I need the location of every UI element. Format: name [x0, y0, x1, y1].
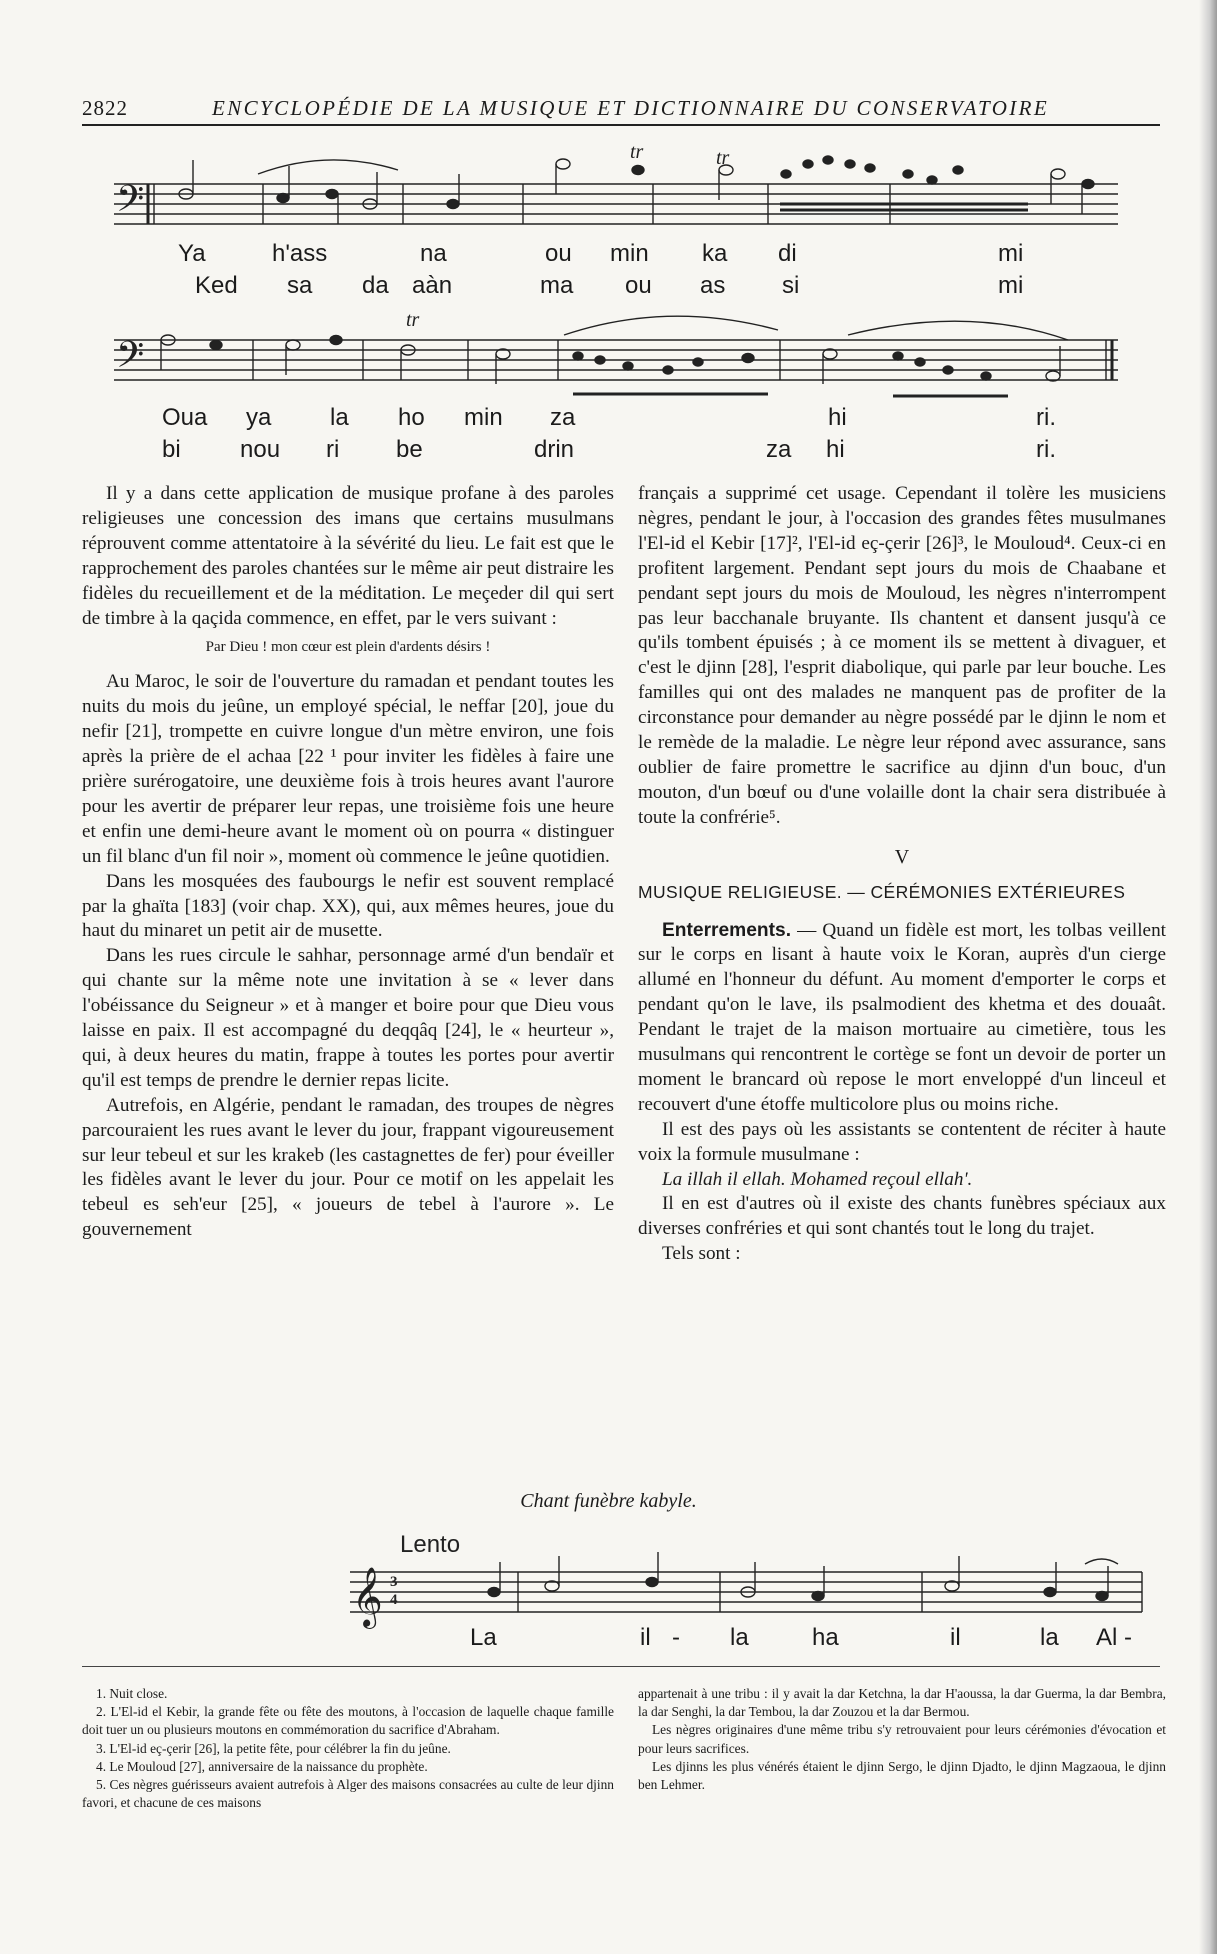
text-column-left	[82, 482, 614, 1243]
trill-mark: tr	[716, 147, 730, 169]
lyric: mi	[998, 272, 1024, 299]
footnotes-right	[638, 1685, 1166, 1794]
lyric: ya	[246, 404, 272, 431]
lyric: h'ass	[272, 240, 328, 267]
lyric: il	[950, 1624, 961, 1651]
footnote: 3. L'El-id eç-çerir [26], la petite fête, pour célébrer la fin du jeûne.	[96, 1740, 451, 1756]
trill-mark: tr	[406, 309, 420, 331]
text-column-right	[638, 482, 1166, 1267]
paragraph: Il en est d'autres où il existe des chants funèbres spéciaux aux diverses confréries et qui sont chantés tout le long du trajet.	[638, 1193, 1166, 1240]
page-edge	[1199, 0, 1217, 1954]
svg-text:3: 3	[390, 1574, 398, 1590]
tempo-marking: Lento	[400, 1531, 461, 1558]
lyric: ou	[625, 272, 652, 299]
lyric: ri	[326, 436, 340, 463]
lyric: ha	[812, 1624, 839, 1651]
lyric: na	[420, 240, 447, 267]
svg-text:4: 4	[390, 1592, 398, 1608]
lyric: ma	[540, 272, 574, 299]
paragraph: Tels sont :	[662, 1243, 741, 1265]
lyric: Al	[1096, 1624, 1118, 1651]
lyric: be	[396, 436, 423, 463]
lyric: aàn	[412, 272, 453, 299]
svg-text:𝄢: 𝄢	[116, 178, 145, 229]
lyric: nou	[240, 436, 281, 463]
lyric: drin	[534, 436, 575, 463]
lyric: Ya	[178, 240, 206, 267]
lyric: ou	[545, 240, 572, 267]
running-title: ENCYCLOPÉDIE DE LA MUSIQUE ET DICTIONNAIRE DU CONSERVATOIRE	[212, 96, 1050, 120]
paragraph: français a supprimé cet usage. Cependant il tolère les musiciens nègres, pendant le jour, à l'occasion des grandes fêtes musulmanes l'El-id el Kebir [17]², l'El-id eç-çerir [26]³, le Mouloud⁴. Ceux-ci en profitent largement. Pendant sept jours du mois de Chaabane et pendant sept jours du mois de Mouloud, les nègres n'interrompent pas leur bacchanale bruyante. Ils chantent et dansent jusqu'à ce qu'ils tombent épuisés ; à ce moment ils se mettent à divaguer, et c'est le djinn [28], l'esprit diabolique, qui parle par leur bouche. Les familles qui ont des malades ne manquent pas de profiter de la circonstance pour demander au nègre possédé par le djinn le nom et le remède de la maladie. Le nègre leur répond avec assurance, sans oublier de faire promettre le sacrifice au djinn d'un bouc, d'un mouton, d'un bœuf ou d'une volaille dont la chair sera distribuée à toute la confrérie⁵.	[638, 483, 1166, 828]
lyric: -	[672, 1624, 680, 1651]
lyric: hi	[826, 436, 845, 463]
paragraph: Il y a dans cette application de musique profane à des paroles religieuses une concession des imans que certains musulmans réprouvent comme attentatoire à la sévérité du lieu. Le fait est que le rapprochement des paroles chantées sur le même air peut distraire les fidèles du recueillement et de la méditation. Le meçeder dil qui sert de timbre à la qaçida commence, en effet, par le vers suivant :	[82, 483, 614, 629]
lyric: ri.	[1036, 436, 1056, 463]
lyric: min	[610, 240, 649, 267]
paragraph: Il est des pays où les assistants se contentent de réciter à haute voix la formule musulmane :	[638, 1118, 1166, 1165]
lyric: la	[330, 404, 349, 431]
paragraph: Au Maroc, le soir de l'ouverture du ramadan et pendant toutes les nuits du mois du jeûne, un employé spécial, le neffar [20], joue du nefir [21], trompette en cuivre longue d'un mètre environ, une fois après la prière de el achaa [22 ¹ pour inviter les fidèles à faire une prière surérogatoire, une deuxième fois à trois heures avant l'aurore pour les avertir de préparer leur repas, une troisième fois une heure et enfin une demi-heure avant le moment où on pourra « distinguer un fil blanc d'un fil noir », moment où commence le jeûne quotidien.	[82, 671, 614, 867]
footnote: Les djinns les plus vénérés étaient le djinn Sergo, le djinn Djadto, le djinn Magzaoua, le djinn ben Lehmer.	[638, 1758, 1166, 1793]
lyric: la	[730, 1624, 749, 1651]
section-number: V	[894, 845, 910, 868]
section-title: MUSIQUE RELIGIEUSE. — CÉRÉMONIES EXTÉRIEURES	[638, 881, 1126, 902]
lyric: da	[362, 272, 389, 299]
footnotes-left	[82, 1685, 614, 1812]
lyric: La	[470, 1624, 497, 1651]
footnote: 1. Nuit close.	[96, 1686, 168, 1701]
paragraph: Dans les mosquées des faubourgs le nefir est souvent remplacé par la ghaïta [183] (voir chap. XX), qui, aux mêmes heures, joue du haut du minaret un petit air de musette.	[82, 870, 614, 942]
paragraph	[638, 919, 1166, 1118]
paragraph-text: — Quand un fidèle est mort, les tolbas veillent sur le corps en lisant à haute voix le Koran, auprès d'un cierge allumé en l'honneur du défunt. Au moment d'emporter le corps et pendant qu'on le lave, ils psalmodient des khetma et des douaât. Pendant le trajet de la maison mortuaire au cimetière, tous les musulmans qui rencontrent le cortège se font un devoir de porter un moment le brancard où repose le mort enveloppé d'un linceul et recouvert d'une étoffe multicolore plus ou moins riche.	[638, 919, 1166, 1115]
lyric: za	[550, 404, 576, 431]
footnote: 4. Le Mouloud [27], anniversaire de la naissance du prophète.	[96, 1758, 428, 1774]
lyric: min	[464, 404, 503, 431]
lyric: di	[778, 240, 797, 267]
lyric: il	[640, 1624, 651, 1651]
lyric: as	[700, 272, 726, 299]
footnote: Les nègres originaires d'une même tribu s'y retrouvaient pour leurs cérémonies d'évocation et pour leurs sacrifices.	[638, 1722, 1166, 1756]
svg-text:𝄢: 𝄢	[116, 334, 145, 385]
lyric: ka	[702, 240, 728, 267]
paragraph: Dans les rues circule le sahhar, personnage armé d'un bendaïr et qui chante sur la même note une invitation à se « lever dans l'obéissance du Seigneur » et à manger et boire pour que Dieu vous laisse en paix. Il est accompagné du deqqâq [24], le « heurteur », qui, à deux heures du matin, frappe à toutes les portes pour avertir qu'il est temps de prendre le dernier repas licite.	[82, 945, 614, 1091]
paragraph: Autrefois, en Algérie, pendant le ramadan, des troupes de nègres parcouraient les rues avant le lever du jour, frappant vigoureusement sur leur tebeul et sur les krakeb (les castagnettes de fer) pour éveiller les fidèles avant le lever du jour. Pour ce motif on les appelait les tebeul es seh'eur [25], « joueurs de tebel à l'aurore ». Le gouvernement	[82, 1094, 614, 1241]
lyric: Oua	[162, 404, 208, 431]
quotation: Par Dieu ! mon cœur est plein d'ardents désirs !	[205, 639, 491, 656]
lyric: ho	[398, 404, 425, 431]
lyric: si	[782, 272, 800, 299]
formula: La illah il ellah. Mohamed reçoul ellah'.	[662, 1168, 973, 1190]
lyric: bi	[162, 436, 181, 463]
page-number: 2822	[82, 96, 128, 120]
footnote: 2. L'El-id el Kebir, la grande fête ou fête des moutons, à l'occasion de laquelle chaque famille doit tuer un ou plusieurs moutons en commémoration du sacrifice d'Abraham.	[82, 1704, 614, 1738]
lyric: hi	[828, 404, 847, 431]
lyric: mi	[998, 240, 1024, 267]
lyric: -	[1124, 1624, 1132, 1651]
footnote: appartenait à une tribu : il y avait la dar Ketchna, la dar H'aoussa, la dar Guerma, la dar Bembra, la dar Senghi, la dar Tembou, la dar Zouzou et la dar Bermou.	[638, 1686, 1166, 1720]
lyric: za	[766, 436, 792, 463]
lyric: Ked	[195, 272, 238, 299]
svg-text:𝄞: 𝄞	[352, 1567, 383, 1627]
lyric: sa	[287, 272, 313, 299]
footnote: 5. Ces nègres guérisseurs avaient autrefois à Alger des maisons consacrées au culte de leur djinn favori, et chacune de ces maisons	[82, 1777, 614, 1811]
trill-mark: tr	[630, 141, 644, 163]
subheading: Enterrements.	[662, 919, 792, 941]
footnote-rule	[82, 1666, 1160, 1667]
running-header	[82, 92, 1160, 122]
lyric: ri.	[1036, 404, 1056, 431]
header-rule	[82, 124, 1160, 126]
lyric: la	[1040, 1624, 1059, 1651]
music-caption: Chant funèbre kabyle.	[520, 1490, 697, 1512]
